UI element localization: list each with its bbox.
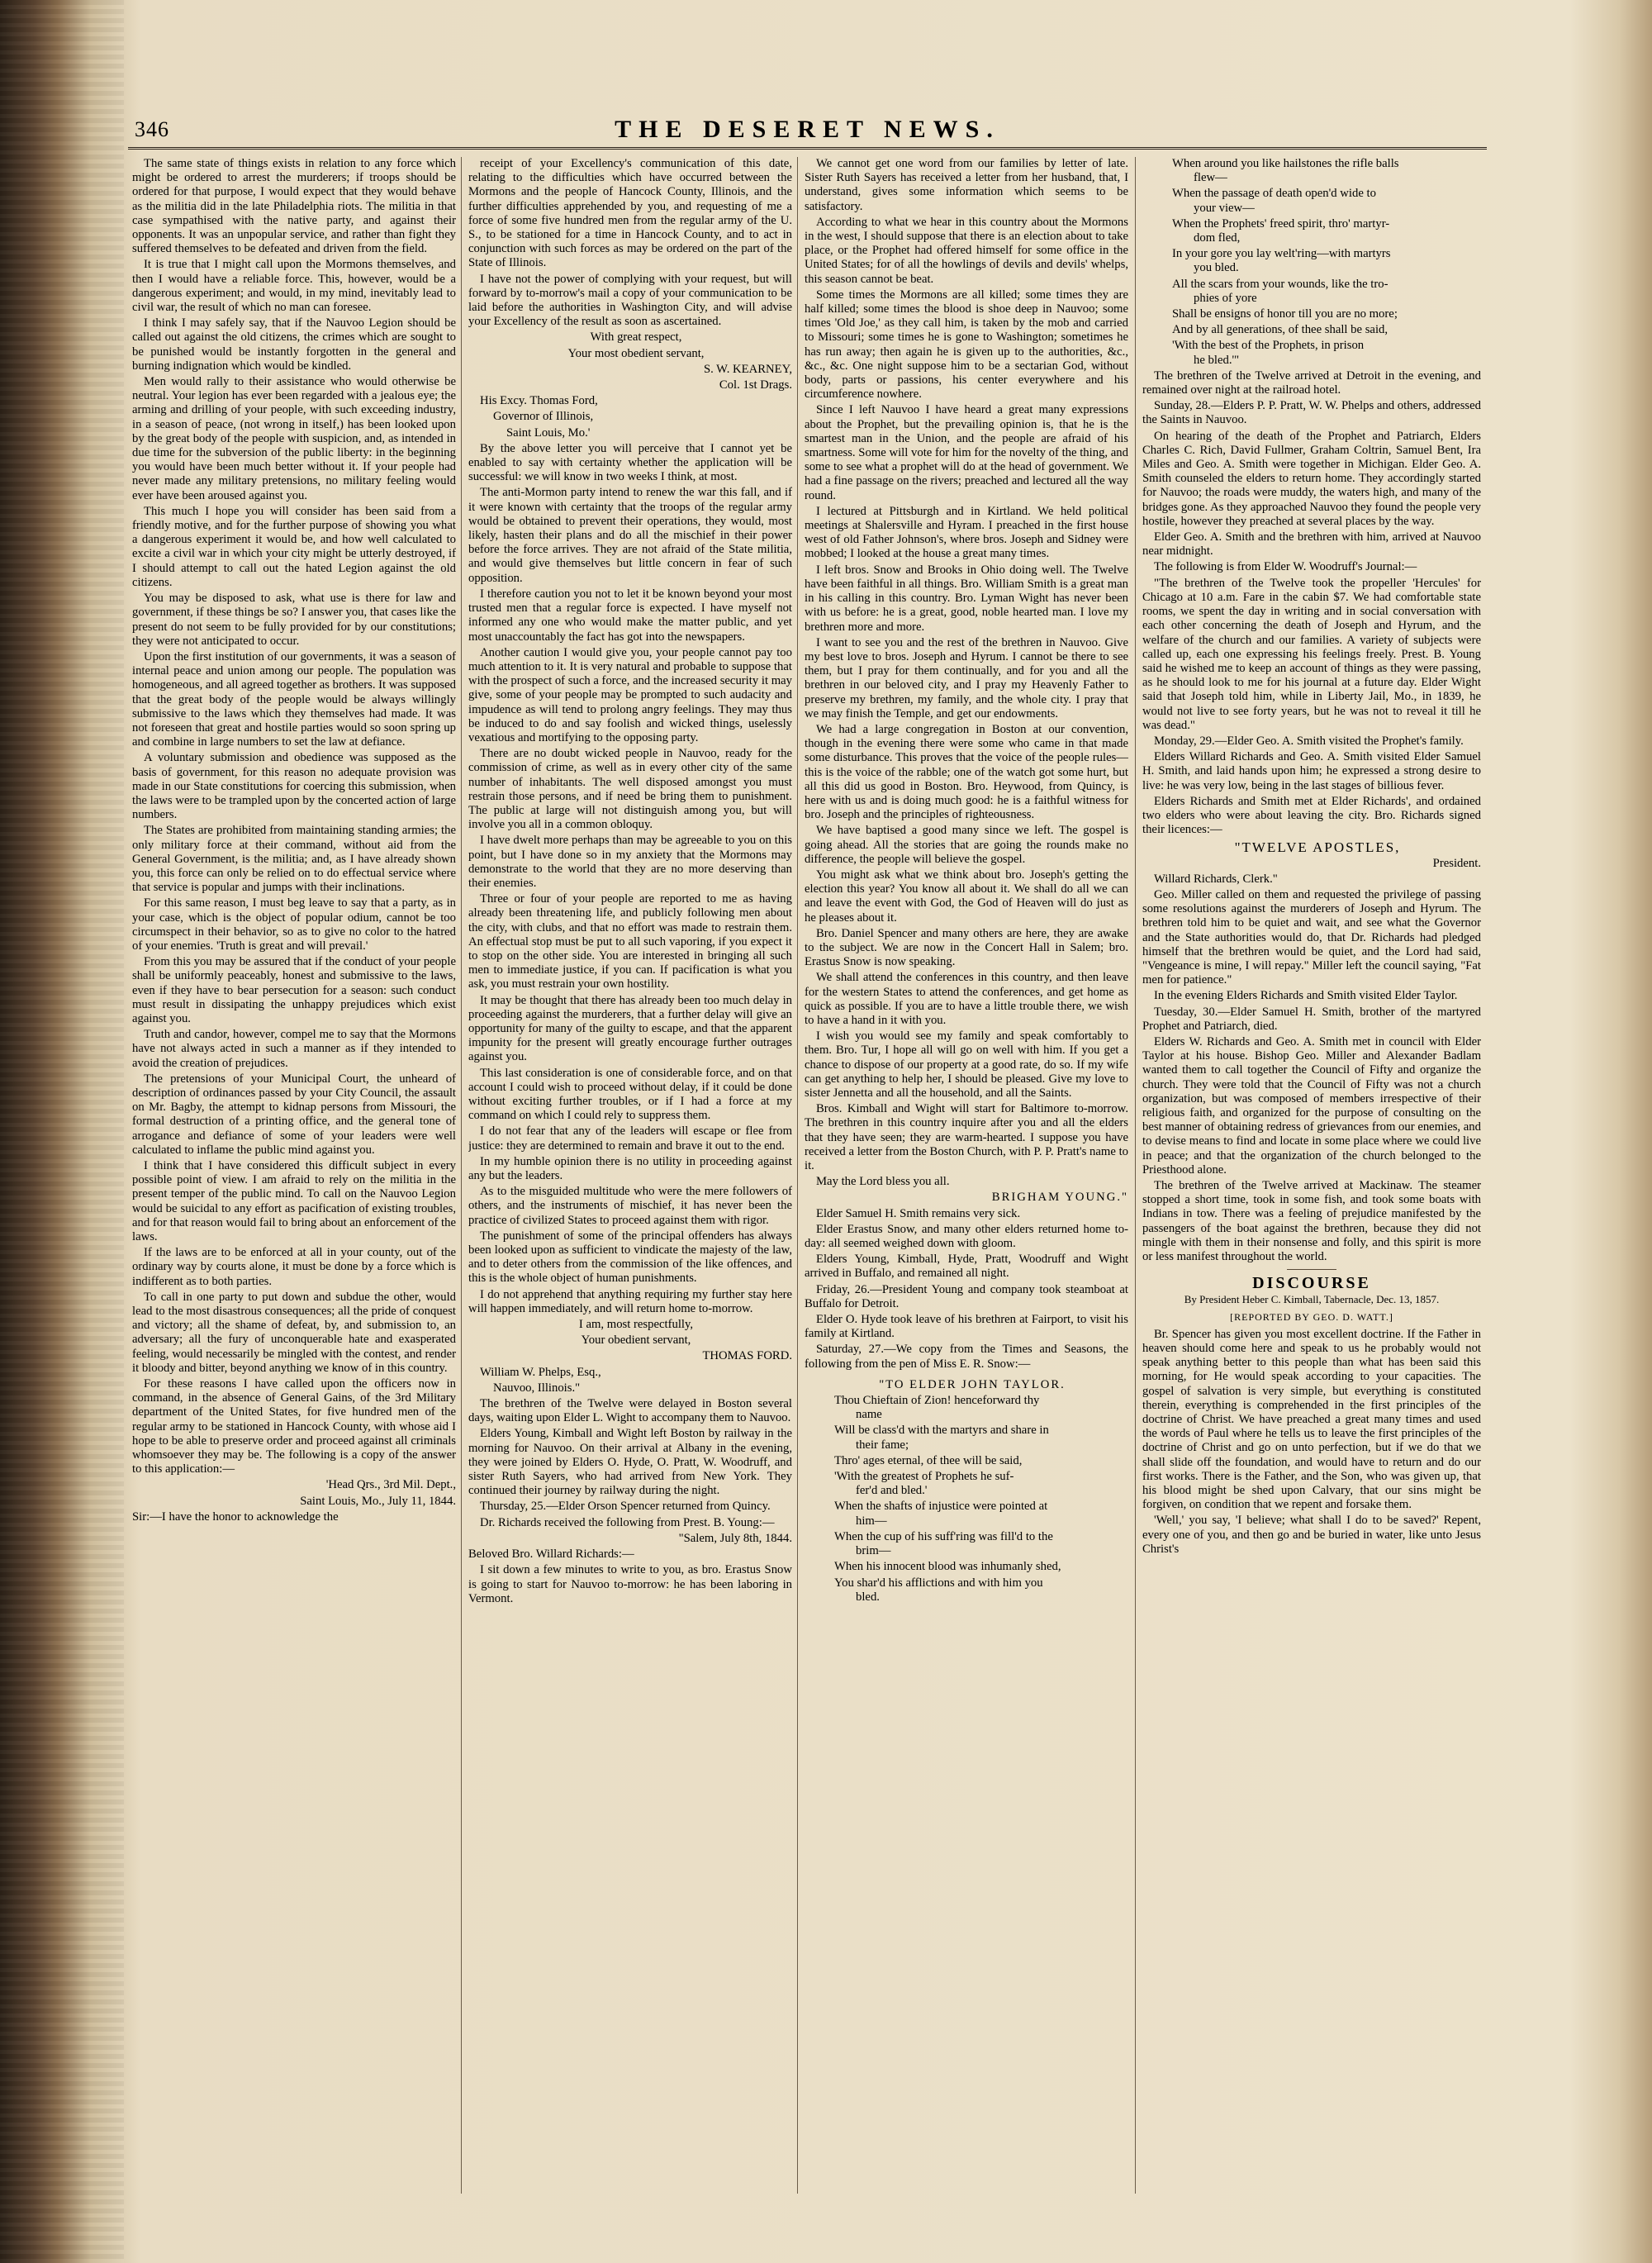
paragraph: Three or four of your people are reported to me as having already been threatening life, and publicly following men about the city, with clubs, and that no effort was made to restrain them. An effectual stop must be put to all such vaporing, if you expect it to stop on the other side. You are interested in bringing all such men to immediate justice, if you can. If pacification is what you ask, you must restrain your own hostility. — [468, 892, 792, 991]
paragraph: I left bros. Snow and Brooks in Ohio doing well. The Twelve have been faithful in all things. Bro. William Smith is a great man in his calling in this country. Bro. Lyman Wight has never been with us before: he is a great, good, noble hearted man. I love my brethren more and more. — [805, 563, 1128, 634]
poem-line-continuation: flew— — [1194, 171, 1227, 185]
paragraph: Elders Young, Kimball, Hyde, Pratt, Woodruff and Wight arrived in Buffalo, and remained all night. — [805, 1253, 1128, 1281]
poem-line — [1142, 323, 1481, 337]
col4-paragraphs-b — [1142, 888, 1481, 1264]
paragraph: To call in one party to put down and subdue the other, would lead to the most disastrous consequences; all the pride of conquest and victory; all the shame of defeat, by, and submission to, an adversary; all the fury of unconquerable hate and exasperated feeling, would necessarily be mingled with the contest, and render it bloody and bitter, beyond anything we know of in this country. — [132, 1290, 456, 1375]
poem-line — [805, 1470, 1128, 1498]
poem-line-continuation: bled. — [856, 1590, 880, 1604]
poem-line-text: When the Prophets' freed spirit, thro' martyr- — [1172, 216, 1390, 231]
column-rule — [797, 157, 798, 2194]
paragraph: May the Lord bless you all. — [816, 1175, 950, 1189]
paragraph: For these reasons I have called upon the officers now in command, in the absence of General Gains, of the 3rd Military department of the United States, for five hundred men of the regular army to be stationed in Hancock County, with whose aid I hope to be able to preserve order and proceed against all criminals whomsoever they may be. The following is a copy of the answer to this application:— — [132, 1377, 456, 1476]
licence-heading: "TWELVE APOSTLES, — [1234, 839, 1401, 856]
paragraph: It may be thought that there has already been too much delay in proceeding against the murderers, that a further delay will give an opportunity for many of the guilty to escape, and that the apparent impunity for the present will greatly encourage further outrages against you. — [468, 993, 792, 1064]
paragraph: I do not apprehend that anything requiring my further stay here will happen immediately, and will return home to-morrow. — [468, 1287, 792, 1315]
paragraph: Elder Geo. A. Smith and the brethren with him, arrived at Nauvoo near midnight. — [1142, 530, 1481, 559]
poem-line-text: When the shafts of injustice were pointed at — [834, 1500, 1048, 1514]
paragraph: Elders Richards and Smith met at Elder Richards', and ordained two elders who were about leaving the city. Bro. Richards signed their licences:— — [1142, 794, 1481, 837]
letter-signer: BRIGHAM YOUNG." — [991, 1191, 1128, 1205]
licence-president: President. — [1432, 856, 1481, 870]
poem-line-text: 'With the greatest of Prophets he suf- — [834, 1470, 1014, 1484]
poem-line — [805, 1424, 1128, 1452]
discourse-byline: By President Heber C. Kimball, Tabernacle, Dec. 13, 1857. — [1184, 1293, 1440, 1306]
paragraph: There are no doubt wicked people in Nauvoo, ready for the commission of crime, as well as in every other city of the same number of inhabitants. The well disposed amongst you must restrain those persons, and if need be bring them to punishment. The public at large will not distinguish among you, but will involve you all in a common obloquy. — [468, 747, 792, 832]
paragraph: The brethren of the Twelve arrived at Detroit in the evening, and remained over night at the railroad hotel. — [1142, 368, 1481, 397]
col2-paragraphs-b — [468, 442, 792, 1316]
paragraph: Elder O. Hyde took leave of his brethren at Fairport, to visit his family at Kirtland. — [805, 1313, 1128, 1341]
poem-line-text: And by all generations, of thee shall be said, — [1172, 323, 1389, 337]
paragraph: The States are prohibited from maintaining standing armies; the only military force at their command, without aid from the General Government, is the militia; and, as I have already shown you, this force can only be relied on to do effectual service where that service is popular and jumps with their inclinations. — [132, 824, 456, 895]
discourse-heading: DISCOURSE — [1252, 1274, 1371, 1293]
col2-paragraphs-c — [468, 1397, 792, 1530]
paragraph: This last consideration is one of considerable force, and on that account I could wish to proceed without delay, if it could be done without exciting further troubles, or if I had a force at my command on which I could rely to suppress them. — [468, 1066, 792, 1123]
column-2 — [468, 157, 792, 2198]
paragraph: A voluntary submission and obedience was supposed as the basis of government, for this reason no adequate provision was made in our State constitutions for coercing this submission, when the laws were to be trampled upon by the concerted action of large numbers. — [132, 751, 456, 822]
poem-line-text: Will be class'd with the martyrs and share in — [834, 1424, 1049, 1438]
paragraph: We have baptised a good many since we left. The gospel is going ahead. All the stories that are going the rounds make no difference, the people will believe the gospel. — [805, 824, 1128, 866]
paragraph: 'Well,' you say, 'I believe; what shall I do to be saved?' Repent, every one of you, and then go and be buried in water, like unto Jesus Christ's — [1142, 1514, 1481, 1556]
paragraph: I have not the power of complying with your request, but will forward by to-morrow's mail a copy of your communication to be laid before the authorities in Washington City, and will advise your Excellency of the result as soon as ascertained. — [468, 272, 792, 329]
paragraph: Elders W. Richards and Geo. A. Smith met in council with Elder Taylor at his house. Bishop Geo. Miller and Alexander Badlam wanted them to call together the Council of Fifty and organize the church. They were told that the Council of Fifty was not a church organization, but was composed of members irrespective of their religious faith, and organized for the purpose of consulting on the best manner of obtaining redress of grievances from our enemies, and to devise means to find and locate in some place where we could live in peace; and that the organization of the church belonged to the Priesthood alone. — [1142, 1034, 1481, 1177]
poem-line-continuation: their fame; — [856, 1438, 909, 1452]
letter-addressee: William W. Phelps, Esq., — [480, 1365, 601, 1379]
paragraph: Since I left Nauvoo I have heard a great many expressions about the Prophet, but the prevailing opinion is, that he is the smartest man in the Union, and the people are afraid of his smartness. Some will vote for him for the novelty of the thing, and some to see what a prophet will do at the head of government. We had a fine passage on the rivers; preached and lectured all the way round. — [805, 403, 1128, 502]
paragraph: This much I hope you will consider has been said from a friendly motive, and for the further purpose of showing you what a dangerous experiment it would be, and how well calculated to excite a civil war in which your city might be utterly destroyed, if I should attempt to call out the hated Legion against the old citizens. — [132, 504, 456, 589]
poem-line-text: 'With the best of the Prophets, in prison — [1172, 339, 1365, 353]
column-rule — [1135, 157, 1136, 2194]
page-header — [128, 114, 1487, 150]
paragraph: The punishment of some of the principal offenders has always been looked upon as sufficient to vindicate the majesty of the law, and to deter others from the commission of the like offences, and this is the whole object of human punishments. — [468, 1229, 792, 1286]
book-binding — [0, 0, 124, 2263]
paragraph: We had a large congregation in Boston at our convention, though in the evening there were some who came in that made some disturbance. This proves that the voice of the people rules—this is the voice of the rabble; one of the watch got some hurt, but all this did us good in Boston. Bro. Heywood, from Quincy, is here with us and is doing much good: he is a faithful witness for bro. Joseph and the principles of righteousness. — [805, 722, 1128, 822]
col2-paragraphs-a — [468, 157, 792, 329]
paragraph: Geo. Miller called on them and requested the privilege of passing some resolutions against the murderers of Joseph and Hyrum. The brethren told him to be quiet and wait, and see what the Governor and the State authorities would do, that Dr. Richards had pledged himself that the brethren would be quiet, and the Lord had said, "Vengeance is mine, I will repay." Miller left the council saying, "Fat men for patience." — [1142, 887, 1481, 987]
poem-line-continuation: phies of yore — [1194, 291, 1257, 305]
paragraph: Br. Spencer has given you most excellent doctrine. If the Father in heaven should come here and speak to us he probably would not speak anything better to this people than what has been said this morning, for He would speak according to your capacities. The gospel of salvation is very simple, but everything is constituted therein, everything is comprehended in the first principles of the doctrine of Christ. We have preached a great many times and used the words of Paul where he tells us to leave the first principles of the doctrine of Christ and go on unto perfection, but if we do that we shall slide off the foundation, and would have to return and do our first works. There is the Father, and the Son, who was given up, that his blood might be shed upon Calvary, that our sins might be forgiven, on condition that we repent and forsake them. — [1142, 1327, 1481, 1512]
paragraph: The brethren of the Twelve were delayed in Boston several days, waiting upon Elder L. Wight to accompany them to Nauvoo. — [468, 1397, 792, 1425]
column-rule — [461, 157, 462, 2194]
poem-line-continuation: dom fled, — [1194, 231, 1241, 245]
poem-line-continuation: you bled. — [1194, 261, 1239, 275]
paragraph: Truth and candor, however, compel me to say that the Mormons have not always acted in such a manner as if they intended to avoid the creation of prejudices. — [132, 1028, 456, 1070]
poem-line-text: All the scars from your wounds, like the tro- — [1172, 277, 1389, 291]
poem-line-continuation: he bled.'" — [1194, 353, 1240, 367]
paragraph: We cannot get one word from our families by letter of late. Sister Ruth Sayers has received a letter from her husband, that, I understand, gives some information which seems to be satisfactory. — [805, 157, 1128, 213]
paragraph: As to the misguided multitude who were the mere followers of others, and the instruments of mischief, it has never been the practice of civilized States to proceed against them with rigor. — [468, 1185, 792, 1227]
letter-signer-title: Col. 1st Drags. — [719, 378, 792, 392]
poem-title: "TO ELDER JOHN TAYLOR. — [879, 1377, 1066, 1391]
newspaper-title: THE DESERET NEWS. — [615, 116, 1000, 143]
poem-line-text: In your gore you lay welt'ring—with martyrs — [1172, 247, 1391, 261]
paragraph: Friday, 26.—President Young and company took steamboat at Buffalo for Detroit. — [805, 1282, 1128, 1310]
poem-line-text: When his innocent blood was inhumanly shed, — [834, 1560, 1061, 1574]
poem-line — [805, 1530, 1128, 1558]
paragraph: Elders Young, Kimball and Wight left Boston by railway in the morning for Nauvoo. On their arrival at Albany in the evening, they were joined by Elders O. Hyde, O. Pratt, W. Woodruff, and sister Ruth Sayers, who had arrived from New York. They continued their journey by railway during the night. — [468, 1427, 792, 1498]
paragraph: According to what we hear in this country about the Mormons in the west, I should suppose that there is an election about to take place, or the Prophet had offered himself for some office in the United States; for of all the howlings of devils and devils' whelps, this season cannot be beat. — [805, 215, 1128, 286]
paragraph: Sunday, 28.—Elders P. P. Pratt, W. W. Phelps and others, addressed the Saints in Nauvoo. — [1142, 399, 1481, 427]
paragraph: In the evening Elders Richards and Smith visited Elder Taylor. — [1154, 989, 1458, 1003]
poem-line-text: When the cup of his suff'ring was fill'd to the — [834, 1529, 1053, 1543]
poem-stanza — [805, 1394, 1128, 1605]
paragraph: I have dwelt more perhaps than may be agreeable to you on this point, but I have done so in my anxiety that the Mormons may demonstrate to the world that they are no more deserving than their enemies. — [468, 834, 792, 890]
paragraph: For this same reason, I must beg leave to say that a party, as in your case, which is the object of popular odium, cannot be too circumspect in their behavior, so as to give no color to the hatred of your enemies. 'Truth is great and will prevail.' — [132, 896, 456, 953]
paragraph: If the laws are to be enforced at all in your county, out of the ordinary way by courts alone, it must be done by a force which is indifferent as to both parties. — [132, 1246, 456, 1288]
paragraph: I therefore caution you not to let it be known beyond your most trusted men that a regular force is expected. I have myself not informed any one who would make the matter public, and yet most unaccountably the fact has got into the newspapers. — [468, 587, 792, 644]
poem-line — [805, 1560, 1128, 1574]
paragraph: Thursday, 25.—Elder Orson Spencer returned from Quincy. — [480, 1500, 771, 1514]
paragraph: Monday, 29.—Elder Geo. A. Smith visited the Prophet's family. — [1154, 734, 1464, 748]
paragraph: Some times the Mormons are all killed; some times they are half killed; some times the blood is shoe deep in Nauvoo; some times 'Old Joe,' as they call him, is taken by the mob and carried to Missouri; some times he is gone to Washington; sometimes he has run away; then again he is given up to the authorities, &c., &c., &c. One night suppose him to be a sectarian God, without body, parts or passions, his center everywhere and his circumference nowhere. — [805, 288, 1128, 402]
paragraph: We shall attend the conferences in this country, and then leave for the western States to attend the conferences, and get home as quick as possible. If you are to have a little trouble there, we wish to have a hand in it with you. — [805, 971, 1128, 1027]
column-1 — [132, 157, 456, 2198]
paragraph: You might ask what we think about bro. Joseph's getting the election this year? You know all about it. We shall do all we can and leave the event with God, the God of Heaven will do just as he pleases about it. — [805, 868, 1128, 925]
poem-line — [1142, 339, 1481, 367]
col3-paragraphs-b — [805, 1207, 1128, 1372]
paragraph: Elders Willard Richards and Geo. A. Smith visited Elder Samuel H. Smith, and laid hands upon him; he expressed a strong desire to live: he was very low, being in the last stages of billious fever. — [1142, 750, 1481, 792]
section-divider — [1287, 1269, 1336, 1270]
paragraph: The following is from Elder W. Woodruff's Journal:— — [1154, 560, 1417, 574]
letter-addressee: His Excy. Thomas Ford, — [480, 394, 598, 408]
letter-closing: Your obedient servant, — [581, 1334, 691, 1348]
paragraph: Elder Erastus Snow, and many other elders returned home to-day: all seemed weighed down with gloom. — [805, 1222, 1128, 1251]
paragraph: Saturday, 27.—We copy from the Times and Seasons, the following from the pen of Miss E. R. Snow:— — [805, 1343, 1128, 1371]
letter-addressee: Saint Louis, Mo.' — [506, 426, 591, 440]
poem-stanza-continued — [1142, 157, 1481, 368]
letter-addressee: Nauvoo, Illinois." — [493, 1381, 581, 1395]
paragraph: Tuesday, 30.—Elder Samuel H. Smith, brother of the martyred Prophet and Patriarch, died. — [1142, 1005, 1481, 1033]
letter-dateline: 'Head Qrs., 3rd Mil. Dept., — [325, 1478, 456, 1492]
letter-paragraph: I sit down a few minutes to write to you, as bro. Erastus Snow is going to start for Nauvoo to-morrow: he has been laboring in Vermont. — [468, 1563, 792, 1605]
paragraph: On hearing of the death of the Prophet and Patriarch, Elders Charles C. Rich, David Fullmer, Graham Coltrin, Samuel Bent, Ira Miles and Geo. A. Smith were together in Michigan. Elder Geo. A. Smith counseled the elders to return home. They accordingly started for Nauvoo; the roads were muddy, the waters high, and many of the bridges gone. As they approached Nauvoo they found the people very hostile, however they preached at several places by the way. — [1142, 429, 1481, 528]
paragraph: It is true that I might call upon the Mormons themselves, and then I would have a reliable force. This, however, would be a dangerous experiment; and would, in my mind, inevitably lead to civil war, the result of which no man can foresee. — [132, 258, 456, 315]
column-4 — [1142, 157, 1481, 2198]
poem-line-continuation: your view— — [1194, 201, 1255, 215]
paragraph: The pretensions of your Municipal Court, the unheard of description of ordinances passed by your City Council, the assault on Mr. Bagby, the attempt to kidnap persons from Missouri, the formal destruction of a printing office, and the general tone of arrogance and defiance of some of your leaders were well calculated to inflame the public mind against you. — [132, 1072, 456, 1157]
paragraph: Men would rally to their assistance who would otherwise be neutral. Your legion has ever been regarded with a jealous eye; the arming and drilling of your people, with such exceeding industry, in a season of peace, (not wrong in itself,) has been looked upon by the great body of the people with suspicion, and, as intended in due time for the subversion of the public liberty: in the beginning you would have been much better without it. If your people had never made any military pretensions, no military feeling would ever have been aroused against you. — [132, 375, 456, 502]
letter-addressee: Governor of Illinois, — [493, 410, 594, 424]
paragraph: Upon the first institution of our governments, it was a season of internal peace and union among our people. The population was homogeneous, and all agreed together as brothers. It was supposed that the great body of the people would be always willingly submissive to the laws which they themselves had made. It was not foreseen that great and hostile parties would so soon spring up and combine in large numbers to set the law at defiance. — [132, 649, 456, 749]
poem-line — [1142, 217, 1481, 245]
poem-line — [805, 1500, 1128, 1528]
paragraph: I think that I have considered this difficult subject in every possible point of view. I am afraid to rely on the militia in the present temper of the public mind. To call on the Nauvoo Legion would be suicidal to any effort as pacification of existing troubles, and for that reason would fail to bring about an enforcement of the laws. — [132, 1159, 456, 1244]
poem-line — [1142, 307, 1481, 321]
paragraph: I want to see you and the rest of the brethren in Nauvoo. Give my best love to bros. Joseph and Hyrum. I cannot be there to see them, but I pray for them continually, and for you and all the brethren in our beloved city, and I pray my Heavenly Father to preserve my brethren, my family, and the whole city. I pray that we may finish the Temple, and get our endowments. — [805, 635, 1128, 720]
paragraph: Bro. Daniel Spencer and many others are here, they are awake to the subject. We are now in the Concert Hall in Salem; bro. Erastus Snow is now speaking. — [805, 926, 1128, 969]
paragraph: I lectured at Pittsburgh and in Kirtland. We held political meetings at Shalersville and Hyram. I preached in the first house west of old Father Johnson's, where bros. Joseph and Sidney were mobbed; I looked at the house a great many times. — [805, 504, 1128, 561]
paragraph: The anti-Mormon party intend to renew the war this fall, and if it were known with certainty that the troops of the regular army would be obtained to prevent their operations, they would, most likely, hasten their plans and do all the mischief in their power before the force arrives. They are not afraid of the State militia, and would give themselves but little concern in fear of such opposition. — [468, 486, 792, 585]
letter-closing: Your most obedient servant, — [567, 346, 705, 360]
reporter-credit: [REPORTED BY GEO. D. WATT.] — [1230, 1310, 1393, 1323]
poem-line — [1142, 278, 1481, 306]
letter-salutation: Sir:—I have the honor to acknowledge the — [132, 1509, 339, 1524]
paragraph: I wish you would see my family and speak comfortably to them. Bro. Tur, I hope all will go on well with him. If you get a chance to dispose of our property at a good rate, do so. If my wife can get anything to help her, I should be pleased. Give my love to sister Jennetta and all the household, and all the Saints. — [805, 1029, 1128, 1100]
paragraph: Dr. Richards received the following from Prest. B. Young:— — [480, 1515, 775, 1529]
poem-line-continuation: name — [856, 1408, 882, 1422]
poem-line-continuation: brim— — [856, 1544, 891, 1558]
poem-line-text: When the passage of death open'd wide to — [1172, 187, 1376, 201]
poem-line — [805, 1394, 1128, 1422]
col3-paragraphs-a — [805, 157, 1128, 1189]
paragraph: receipt of your Excellency's communication of this date, relating to the difficulties which have occurred between the Mormons and the people of Hancock County, Illinois, and the further difficulties apprehended by you, and requesting of me a force of some five hundred men from the regular army of the U. S., to be stationed for a time in Hancock County, and to act in conjunction with such forces as may be ordered on the part of the State of Illinois. — [468, 157, 792, 270]
paragraph: Elder Samuel H. Smith remains very sick. — [816, 1206, 1021, 1220]
letter-salutation: Beloved Bro. Willard Richards:— — [468, 1547, 634, 1562]
paragraph: Bros. Kimball and Wight will start for Baltimore to-morrow. The brethren in this country inquire after you and all the elders that they have seen; they are warm-hearted. I suppose you have received a letter from the Boston Church, with P. P. Pratt's name to it. — [805, 1102, 1128, 1173]
licence-clerk: Willard Richards, Clerk." — [1154, 872, 1278, 886]
paragraph: The same state of things exists in relation to any force which might be ordered to arrest the murderers; if troops should be ordered for that purpose, I would expect that they would behave as the militia did in the late Philadelphia riots. The militia in that case sympathised with the native party, and against their opponents. It was an unpopular service, and rather than fight they suffered themselves to be defeated and driven from the field. — [132, 157, 456, 256]
poem-line — [805, 1454, 1128, 1468]
letter-signer: THOMAS FORD. — [702, 1349, 792, 1363]
poem-line — [805, 1576, 1128, 1605]
poem-line-text: You shar'd his afflictions and with him you — [834, 1576, 1043, 1590]
paragraph: Another caution I would give you, your people cannot pay too much attention to it. It is very natural and probable to suppose that with the prospect of such a force, and the increased security it may give, some of your people may be prompted to such audacity and impudence as will tend to prolong angry feelings. They may thus be induced to do and say foolish and wicked things, uselessly vexatious and mortifying to the opposing party. — [468, 645, 792, 744]
letter-dateline: Saint Louis, Mo., July 11, 1844. — [300, 1494, 456, 1508]
paragraph: By the above letter you will perceive that I cannot yet be enabled to say with certainty whether the application will be successful: we will know in two weeks I think, at most. — [468, 441, 792, 484]
poem-line-text: When around you like hailstones the rifle balls — [1172, 157, 1399, 170]
letter-closing: With great respect, — [590, 330, 682, 345]
poem-line — [1142, 187, 1481, 215]
paragraph: In my humble opinion there is no utility in proceeding against any but the leaders. — [468, 1154, 792, 1183]
col1-paragraphs — [132, 157, 456, 1476]
letter-signer: S. W. KEARNEY, — [703, 362, 792, 376]
paragraph: You may be disposed to ask, what use is there for law and government, if these things be so? I answer you, that cases like the present do not seem to be fully provided for by our constitutions; they were not anticipated to occur. — [132, 592, 456, 648]
letter-closing: I am, most respectfully, — [578, 1318, 694, 1332]
poem-line-text: Thro' ages eternal, of thee will be said, — [834, 1453, 1023, 1467]
poem-line-text: Shall be ensigns of honor till you are no more; — [1172, 307, 1398, 321]
paragraph: I do not fear that any of the leaders will escape or flee from justice: they are determined to remain and brave it out to the end. — [468, 1124, 792, 1153]
col4-paragraphs-a — [1142, 369, 1481, 838]
paragraph: From this you may be assured that if the conduct of your people shall be uniformly peaceably, honest and submissive to the laws, even if they have to bear persecution for a season: such conduct must result in dissipating the unhappy prejudices which exist against you. — [132, 955, 456, 1025]
paragraph: "The brethren of the Twelve took the propeller 'Hercules' for Chicago at 10 a.m. Fare in the cabin $7. We had comfortable state rooms, we spent the day in writing and in social conversation with each other concerning the death of Joseph and Hyrum, and the welfare of the church and our families. A variety of subjects were called up, each one expressing his feelings freely. Prest. B. Young said he wished me to keep an account of things as they were passing, as he should look to me for his journal at a future day. Elder Wight said that Joseph told him, while in Liberty Jail, Mo., in 1839, he would not live to see forty years, but he was not to reveal it till he was dead." — [1142, 576, 1481, 732]
poem-line-continuation: fer'd and bled.' — [856, 1484, 928, 1498]
poem-line-continuation: him— — [856, 1514, 887, 1528]
paragraph: I think I may safely say, that if the Nauvoo Legion should be called out against the old citizens, the crimes which are sought to be punished would be instantly forgotten in the general and burning indignation which would be kindled. — [132, 316, 456, 373]
poem-line — [1142, 247, 1481, 275]
page-number: 346 — [135, 117, 169, 141]
col4-paragraphs-c — [1142, 1328, 1481, 1557]
paragraph: The brethren of the Twelve arrived at Mackinaw. The steamer stopped a short time, took in some fish, and took some boats with Indians in tow. There was a feeling of prejudice manifested by the passengers of the boat against the brethren, because they did not mingle with them in their nonsense and folly, and this spirit is more or less manifest throughout the world. — [1142, 1179, 1481, 1264]
poem-line-text: Thou Chieftain of Zion! henceforward thy — [834, 1394, 1040, 1408]
letter-dateline: "Salem, July 8th, 1844. — [678, 1531, 792, 1545]
poem-line — [1142, 157, 1481, 185]
column-3 — [805, 157, 1128, 2198]
